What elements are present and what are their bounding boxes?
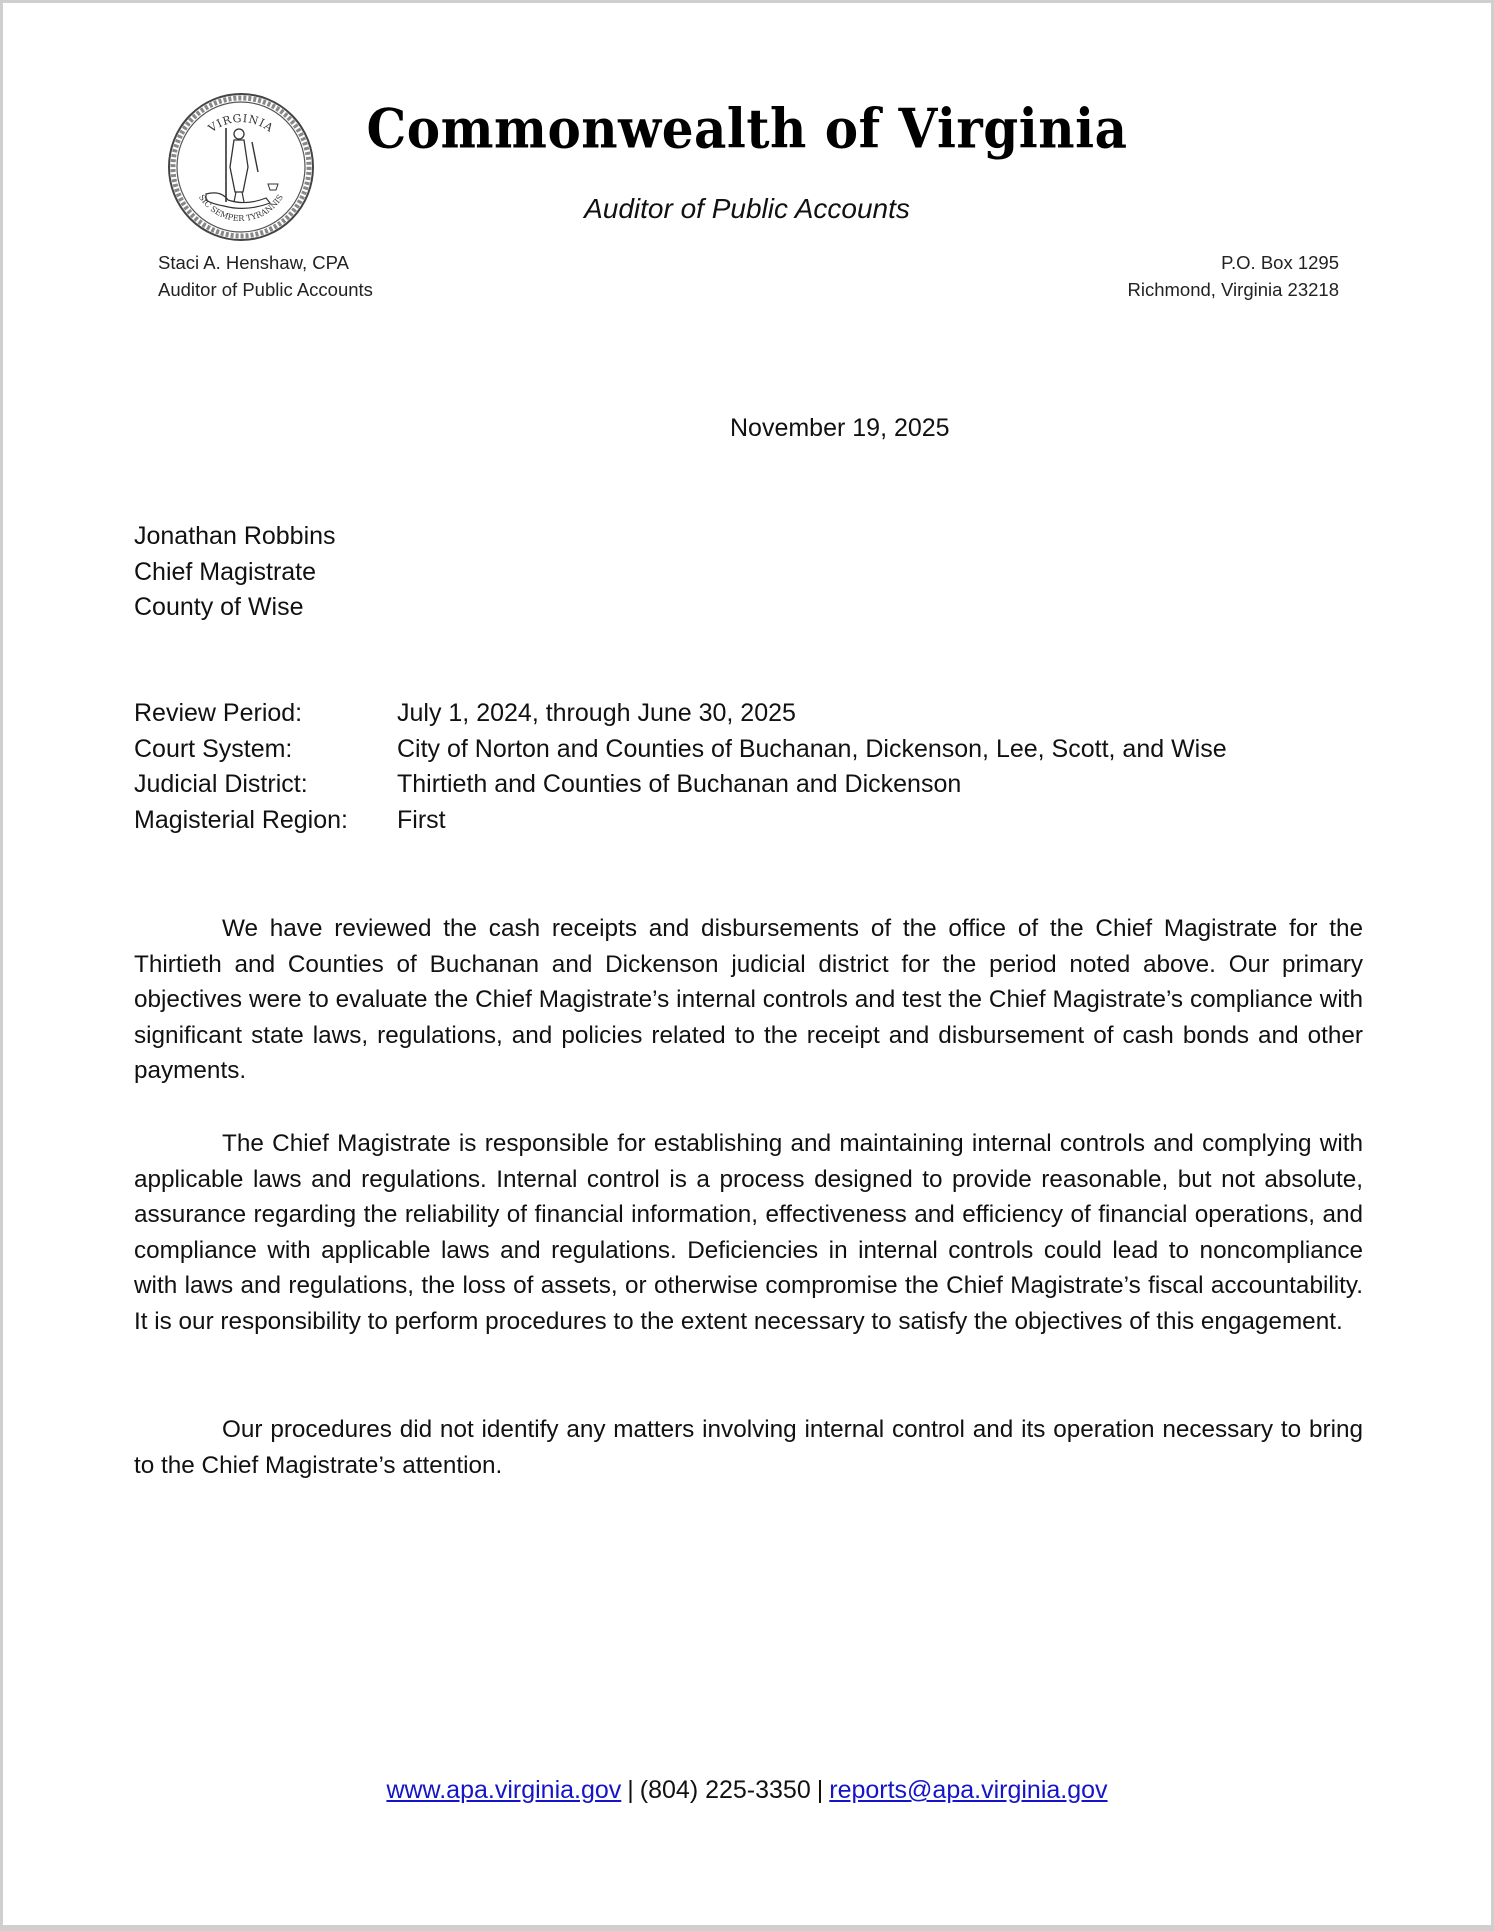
email-link[interactable]: reports@apa.virginia.gov — [829, 1776, 1108, 1804]
judicial-district-row — [134, 767, 1227, 803]
meta-label: Review Period: — [134, 699, 303, 727]
meta-label: Judicial District: — [134, 770, 308, 799]
mailing-address-block — [1127, 249, 1339, 303]
phone-number: (804) 225-3350 — [639, 1776, 811, 1804]
meta-value: First — [397, 805, 446, 834]
virginia-state-seal-icon — [166, 92, 316, 242]
auditor-block — [158, 249, 373, 303]
meta-value: City of Norton and Counties of Buchanan, Dickenson, Lee, Scott, and Wise — [397, 734, 1227, 763]
footer-contact — [3, 1776, 1491, 1805]
meta-value: July 1, 2024, through June 30, 2025 — [397, 699, 796, 727]
body-paragraph-3 — [134, 1412, 1363, 1483]
letterhead-title: Commonwealth of Virginia — [366, 96, 1128, 161]
paragraph-text: The Chief Magistrate is responsible for establishing and maintaining internal controls and complying with applicable laws and regulations. Internal control is a process designed to provide reasonable, but not absolute, assurance regarding the reliability of financial information, effectiveness and efficiency of financial operations, and compliance with applicable laws and regulations. Deficiencies in internal controls could lead to noncompliance with laws and regulations, the loss of assets, or otherwise compromise the Chief Magistrate’s fiscal accountability. It is our responsibility to perform procedures to the extent necessary to satisfy the objectives of this engagement. — [134, 1130, 1363, 1335]
paragraph-text: Our procedures did not identify any matters involving internal control and its operation necessary to bring to the Chief Magistrate’s attention. — [134, 1416, 1363, 1479]
review-details — [134, 696, 1227, 838]
letter-page — [3, 3, 1491, 1925]
review-period-row — [134, 696, 1227, 732]
meta-label: Court System: — [134, 734, 293, 763]
body-paragraph-1 — [134, 911, 1363, 1089]
letterhead-subtitle: Auditor of Public Accounts — [584, 193, 910, 224]
recipient-name: Jonathan Robbins — [134, 522, 336, 550]
body-paragraph-2 — [134, 1126, 1363, 1340]
court-system-row — [134, 732, 1227, 768]
separator: | — [816, 1776, 824, 1804]
po-box: P.O. Box 1295 — [1221, 252, 1339, 273]
auditor-name: Staci A. Henshaw, CPA — [158, 252, 349, 273]
meta-label: Magisterial Region: — [134, 805, 348, 834]
recipient-locality: County of Wise — [134, 593, 304, 622]
website-link[interactable]: www.apa.virginia.gov — [386, 1776, 622, 1804]
svg-text:SIC SEMPER TYRANNIS: SIC SEMPER TYRANNIS — [197, 192, 285, 224]
svg-text:VIRGINIA: VIRGINIA — [205, 111, 277, 136]
auditor-title: Auditor of Public Accounts — [158, 279, 373, 300]
city-state-zip: Richmond, Virginia 23218 — [1127, 279, 1339, 300]
recipient-block — [134, 519, 336, 626]
paragraph-text: We have reviewed the cash receipts and disbursements of the office of the Chief Magistrate for the Thirtieth and Counties of Buchanan and Dickenson judicial district for the period noted above. Our primary objectives were to evaluate the Chief Magistrate’s internal controls and test the Chief Magistrate’s compliance with significant state laws, regulations, and policies related to the receipt and disbursement of cash bonds and other payments. — [134, 915, 1363, 1085]
meta-value: Thirtieth and Counties of Buchanan and Dickenson — [397, 770, 962, 799]
letter-date: November 19, 2025 — [730, 414, 950, 442]
recipient-title: Chief Magistrate — [134, 557, 317, 586]
separator: | — [627, 1776, 634, 1804]
magisterial-region-row — [134, 803, 1227, 839]
